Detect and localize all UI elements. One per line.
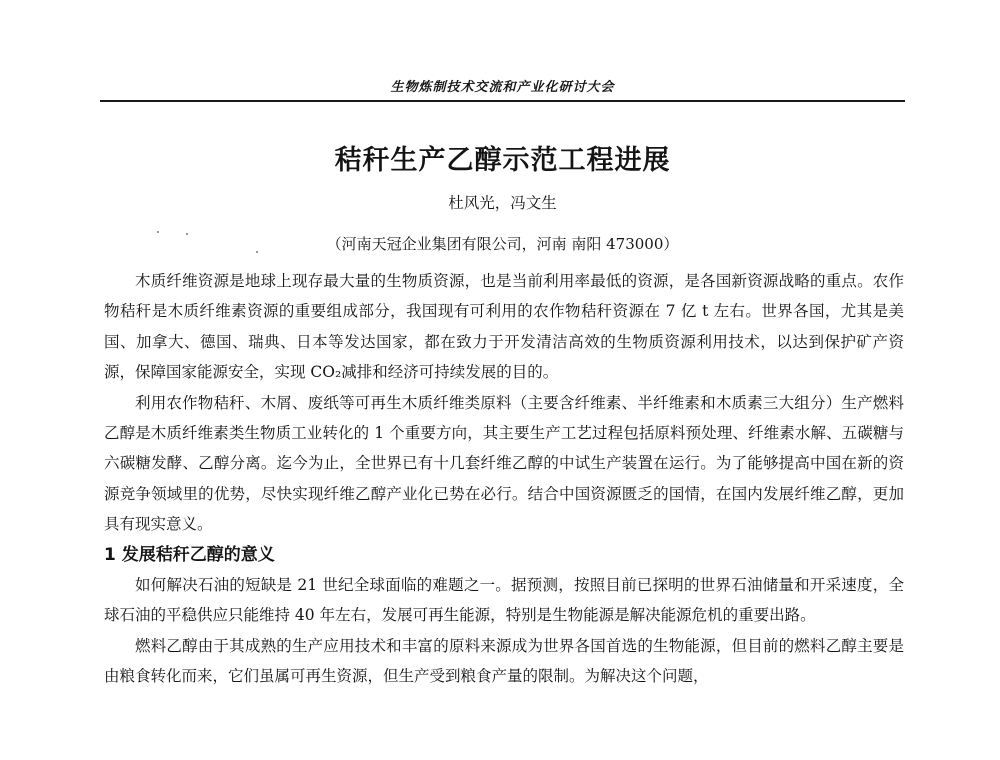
scan-speck: [256, 251, 258, 253]
header-rule: [100, 100, 905, 102]
paragraph-intro-1: 木质纤维资源是地球上现存最大量的生物质资源，也是当前利用率最低的资源，是各国新资源战略的重点。农作物秸秆是木质纤维素资源的重要组成部分，我国现有可利用的农作物秸秆资源在 7 亿 t 左右。世界各国，尤其是美国、加拿大、德国、瑞典、日本等发达国家，都在致力于开发清洁高效的生物质资源利用技术，以达到保护矿产资源，保障国家能源安全，实现 CO₂减排和经济可持续发展的目的。: [104, 272, 904, 382]
paper-authors: 杜风光，冯文生: [448, 194, 557, 212]
scan-speck: [186, 233, 188, 235]
paragraph-intro-2: 利用农作物秸秆、木屑、废纸等可再生木质纤维类原料（主要含纤维素、半纤维素和木质素三大组分）生产燃料乙醇是木质纤维素类生物质工业转化的 1 个重要方向，其主要生产工艺过程包括原料预处理、纤维素水解、五碳糖与六碳糖发酵、乙醇分离。迄今为止，全世界已有十几套纤维乙醇的中试生产装置在运行。为了能够提高中国在新的资源竞争领域里的优势，尽快实现纤维乙醇产业化已势在必行。结合中国资源匮乏的国情，在国内发展纤维乙醇，更加具有现实意义。: [104, 393, 904, 534]
paragraph-section1-2: 燃料乙醇由于其成熟的生产应用技术和丰富的原料来源成为世界各国首选的生物能源，但目前的燃料乙醇主要是由粮食转化而来，它们虽属可再生资源，但生产受到粮食产量的限制。为解决这个问题，: [104, 636, 904, 686]
body-text: [104, 266, 904, 692]
paragraph-section1-1: 如何解决石油的短缺是 21 世纪全球面临的难题之一。据预测，按照目前已探明的世界石油储量和开采速度，全球石油的平稳供应只能维持 40 年左右，发展可再生能源，特别是生物能源是解决能源危机的重要出路。: [104, 576, 904, 625]
scan-speck: [157, 231, 159, 233]
running-header: 生物炼制技术交流和产业化研讨大会: [390, 80, 615, 95]
paper-affiliation: （河南天冠企业集团有限公司，河南 南阳 473000）: [326, 235, 679, 253]
paper-title: 秸秆生产乙醇示范工程进展: [334, 145, 671, 176]
section-heading-1: 1 发展秸秆乙醇的意义: [104, 544, 275, 565]
